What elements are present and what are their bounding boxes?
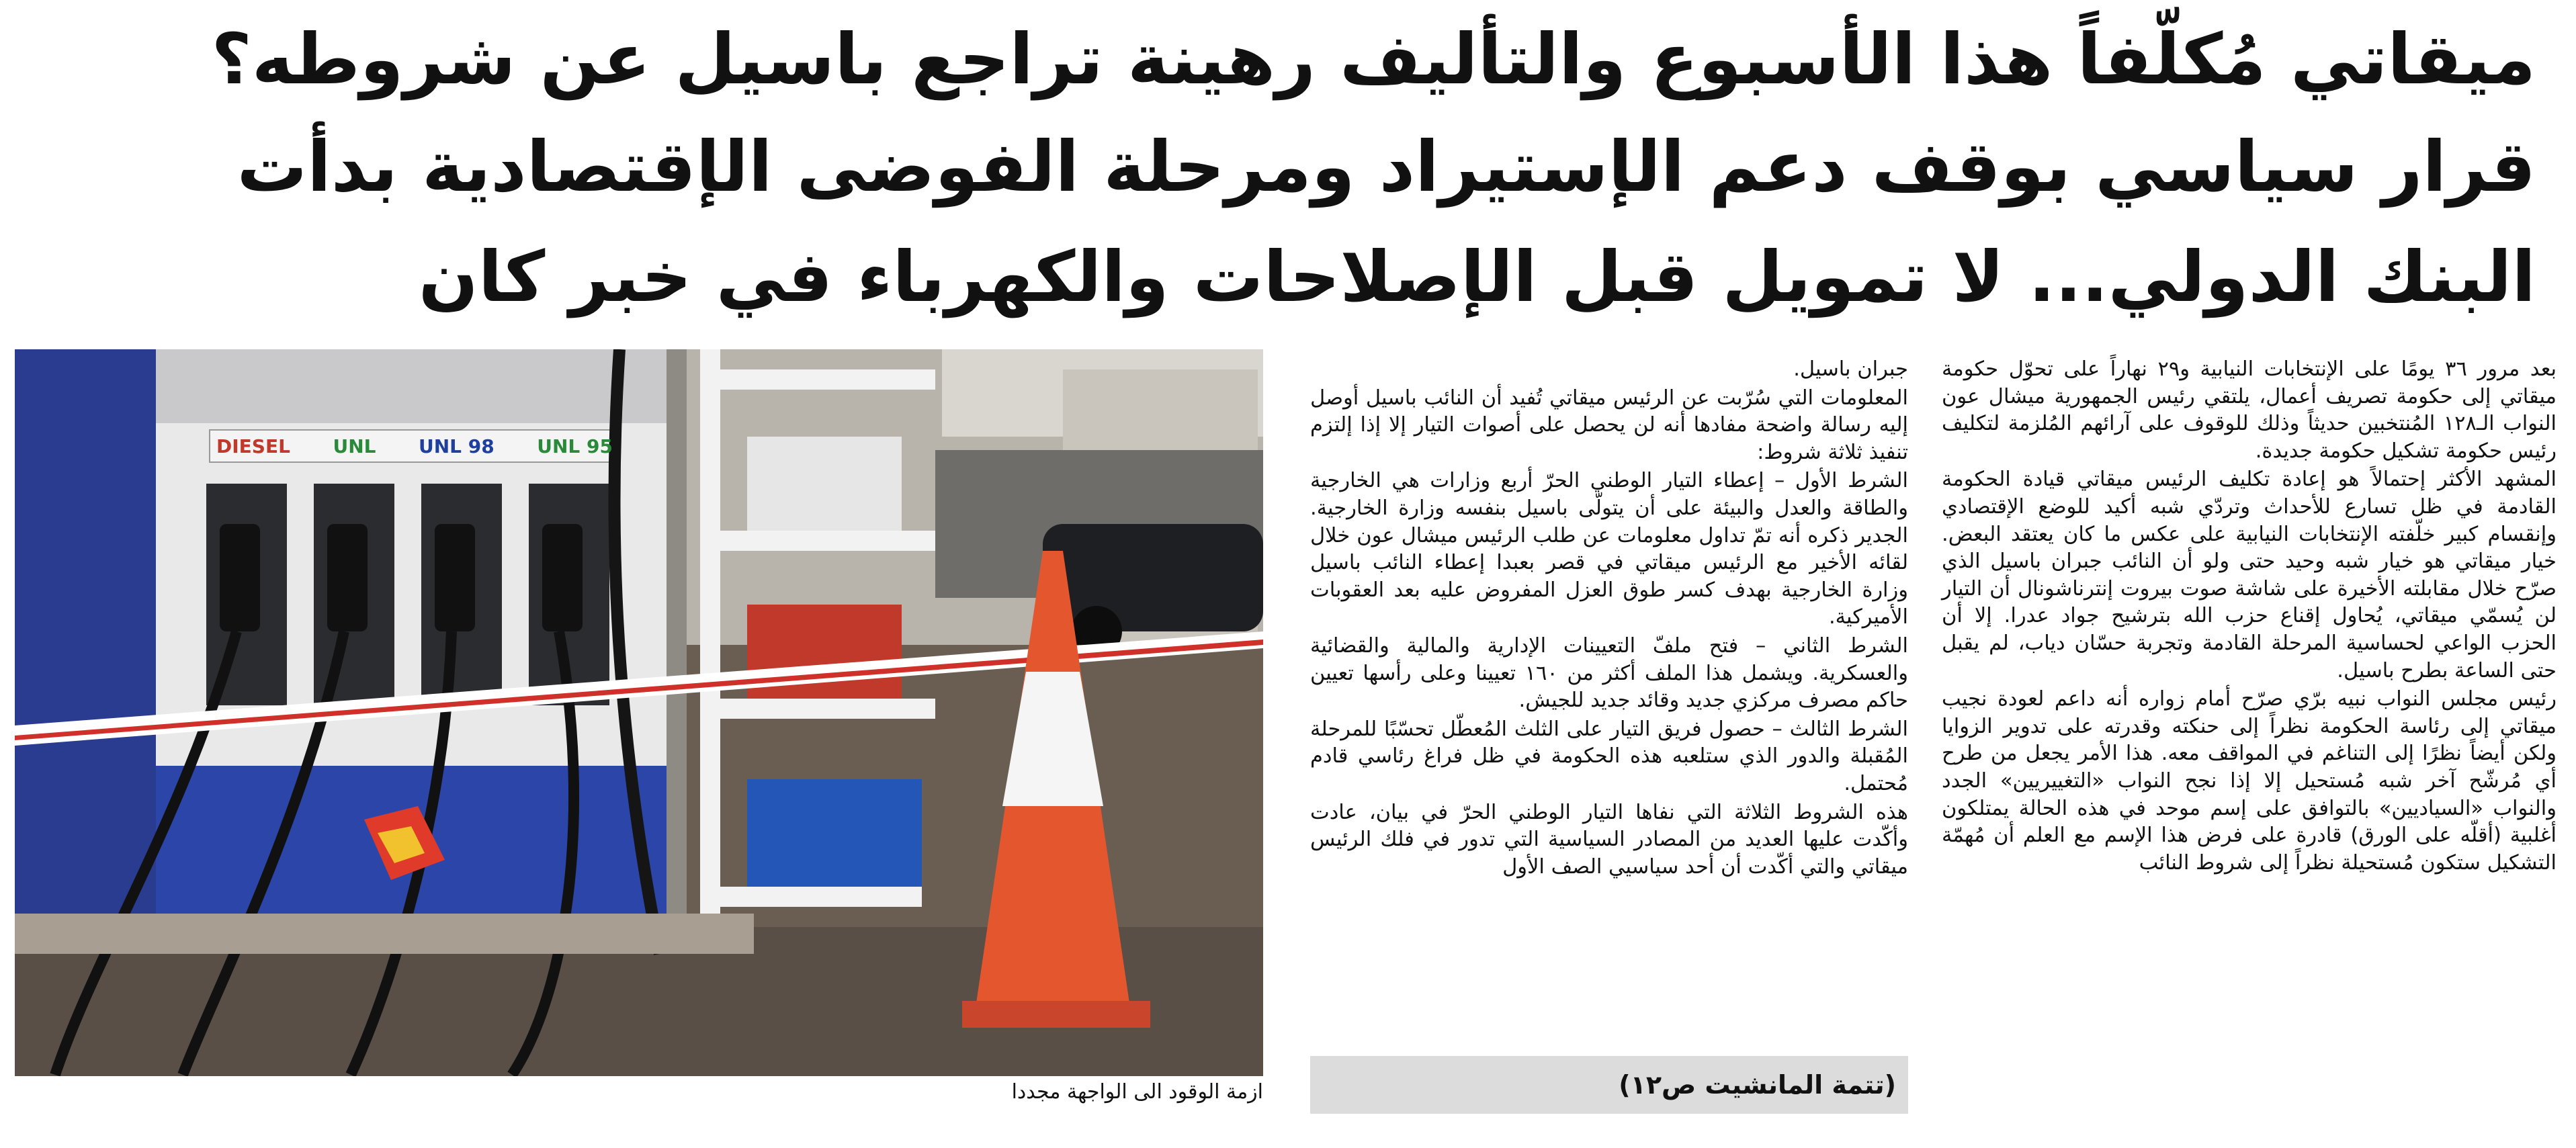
headline-line-3: البنك الدولي... لا تمويل قبل الإصلاحات والكهرباء في خبر كان <box>418 236 2536 318</box>
pump-label-unl98: UNL 98 <box>419 435 495 457</box>
paragraph: الشرط الأول – إعطاء التيار الوطني الحرّ أربع وزارات هي الخارجية والطاقة والعدل والبيئة على أن يتولّى باسيل بنفسه وزارة الخارجية. الجدير ذكره أنه تمّ تداول معلومات عن طلب الرئيس ميشال عون خلال لقائه الأخير مع الرئيس ميقاتي في قصر بعبدا إعطاء النائب باسيل وزارة الخارجية بهدف كسر طوق العزل المفروض عليه بعد العقوبات الأميركية. <box>1310 469 1908 629</box>
article-column-right <box>1942 356 2557 878</box>
photo-caption: ازمة الوقود الى الواجهة مجددا <box>1011 1080 1263 1104</box>
pump-label-unl95: UNL 95 <box>537 435 613 457</box>
pump-label-unl: UNL <box>333 435 376 457</box>
headline-line-1: ميقاتي مُكلّفاً هذا الأسبوع والتأليف رهينة تراجع باسيل عن شروطه؟ <box>211 18 2536 100</box>
paragraph: بعد مرور ٣٦ يومًا على الإنتخابات النيابية و٢٩ نهاراً على تحوّل حكومة ميقاتي إلى حكومة تصريف أعمال، يلتقي رئيس الجمهورية ميشال عون النواب الـ١٢٨ المُنتخبين حديثاً وذلك للوقوف على آرائهم المُلزمة لتكليف رئيس حكومة تشكيل حكومة جديدة. <box>1942 357 2557 463</box>
headline-line-2: قرار سياسي بوقف دعم الإستيراد ومرحلة الفوضى الإقتصادية بدأت <box>237 126 2536 208</box>
fuel-station-photo <box>15 349 1263 1076</box>
paragraph: الشرط الثالث – حصول فريق التيار على الثلث المُعطّل تحسّبًا للمرحلة المُقبلة والدور الذي ستلعبه هذه الحكومة في ظل فراغ رئاسي قادم مُحتمل. <box>1310 717 1908 795</box>
pump-label-diesel: DIESEL <box>216 435 290 457</box>
article-column-middle <box>1310 356 1908 882</box>
paragraph: المعلومات التي سُرّبت عن الرئيس ميقاتي تُفيد أن النائب باسيل أوصل إليه رسالة واضحة مفادها أنه لن يحصل على أصوات التيار إلا إذا إلتزم تنفيذ ثلاثة شروط: <box>1310 386 1908 464</box>
paragraph: الشرط الثاني – فتح ملفّ التعيينات الإدارية والمالية والقضائية والعسكرية. ويشمل هذا الملف أكثر من ١٦٠ تعيينا وعلى رأسها تعيين حاكم مصرف مركزي جديد وقائد جديد للجيش. <box>1310 633 1909 713</box>
continuation-note: (تتمة المانشيت ص١٢) <box>1310 1056 1908 1114</box>
paragraph: جبران باسيل. <box>1793 357 1908 381</box>
paragraph: المشهد الأكثر إحتمالاً هو إعادة تكليف الرئيس ميقاتي قيادة الحكومة القادمة في ظل تسارع للأحداث وتردّي شبه أكيد للوضع الإقتصادي وإنقسام كبير خلّفته الإنتخابات النيابية على عكس ما كان يعتقد البعض. خيار ميقاتي هو خيار شبه وحيد حتى ولو أن النائب جبران باسيل الذي صرّح خلال مقابلته الأخيرة على شاشة صوت بيروت إنترناشونال أن التيار لن يُسمّي ميقاتي، يُحاول إقناع حزب الله بترشيح جواد عدرا. إلا أن الحزب الواعي لحساسية المرحلة القادمة وتجربة حسّان دياب، لم يقبل حتى الساعة بطرح باسيل. <box>1942 468 2557 682</box>
paragraph: هذه الشروط الثلاثة التي نفاها التيار الوطني الحرّ في بيان، عادت وأكّدت عليها العديد من المصادر السياسية التي تدور في فلك الرئيس ميقاتي والتي أكّدت أن أحد سياسيي الصف الأول <box>1310 800 1908 879</box>
paragraph: رئيس مجلس النواب نبيه برّي صرّح أمام زواره أنه داعم لعودة نجيب ميقاتي إلى رئاسة الحكومة نظراً إلى حنكته وقدرته على تدوير الزوايا ولكن أيضاً نظرًا إلى التناغم في المواقف معه. هذا الأمر يجعل من طرح أي مُرشّح آخر شبه مُستحيل إلا إذا نجح النواب «التغييريين» الجدد والنواب «السياديين» بالتوافق على إسم موحد في هذه الحالة يمتلكون أغلبية (أقلّه على الورق) قادرة على فرض هذا الإسم مع العلم أن مُهمّة التشكيل ستكون مُستحيلة نظراً إلى شروط النائب <box>1942 687 2557 875</box>
pump-label-strip <box>216 435 613 462</box>
